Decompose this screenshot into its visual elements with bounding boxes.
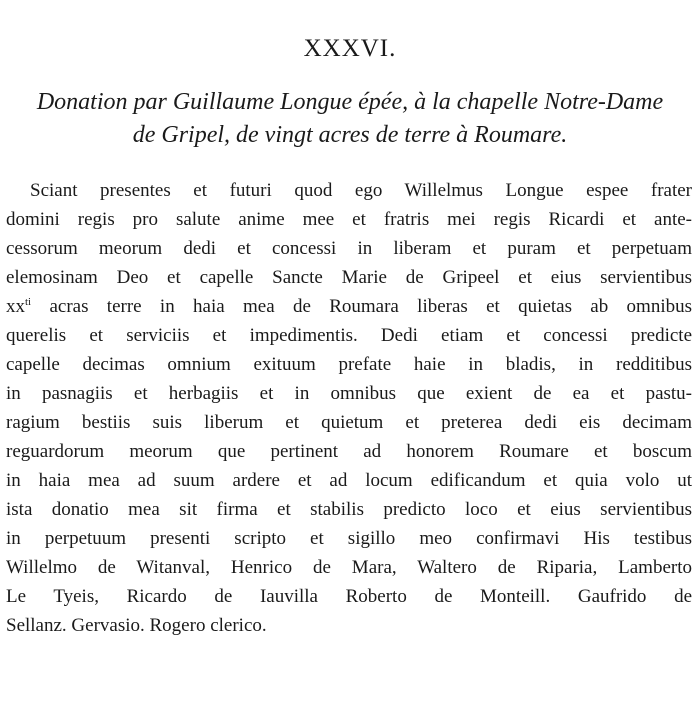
text-line: Sellanz. Gervasio. Rogero clerico.: [6, 615, 267, 636]
charter-number: XXXVI.: [303, 35, 397, 62]
text-line-with-superscript: [6, 292, 692, 321]
text-line: elemosinam Deo et capelle Sancte Marie de Gripeel et eius servientibus: [6, 267, 692, 288]
text-line: domini regis pro salute anime mee et fratris mei regis Ricardi et ante-: [6, 209, 692, 230]
charter-text: [6, 176, 692, 640]
text-line: Sciant presentes et futuri quod ego Willelmus Longue espee frater: [30, 180, 692, 201]
charter-title: [0, 86, 700, 152]
text-line: Willelmo de Witanval, Henrico de Mara, Waltero de Riparia, Lamberto: [6, 557, 692, 578]
title-line: de Gripel, de vingt acres de terre à Roumare.: [132, 122, 568, 148]
text-line: in pasnagiis et herbagiis et in omnibus que exient de ea et pastu-: [6, 383, 692, 404]
text-line: cessorum meorum dedi et concessi in liberam et puram et perpetuam: [6, 238, 692, 259]
text-line: ista donatio mea sit firma et stabilis predicto loco et eius servientibus: [6, 499, 692, 520]
text-line: ragium bestiis suis liberum et quietum et preterea dedi eis decimam: [6, 412, 692, 433]
text-line: in perpetuum presenti scripto et sigillo meo confirmavi His testibus: [6, 528, 692, 549]
numeral-xx: xx: [6, 296, 25, 317]
text-line: Le Tyeis, Ricardo de Iauvilla Roberto de Monteill. Gaufrido de: [6, 586, 692, 607]
title-line: Donation par Guillaume Longue épée, à la chapelle Notre-Dame: [36, 89, 664, 115]
text-line: in haia mea ad suum ardere et ad locum edificandum et quia volo ut: [6, 470, 692, 491]
text-line: querelis et serviciis et impedimentis. Dedi etiam et concessi predicte: [6, 325, 692, 346]
text-line: capelle decimas omnium exituum prefate haie in bladis, in redditibus: [6, 354, 692, 375]
superscript-ti: ti: [25, 296, 32, 308]
text-line: reguardorum meorum que pertinent ad honorem Roumare et boscum: [6, 441, 692, 462]
text-line-rest: acras terre in haia mea de Roumara liberas et quietas ab omnibus: [49, 296, 693, 317]
